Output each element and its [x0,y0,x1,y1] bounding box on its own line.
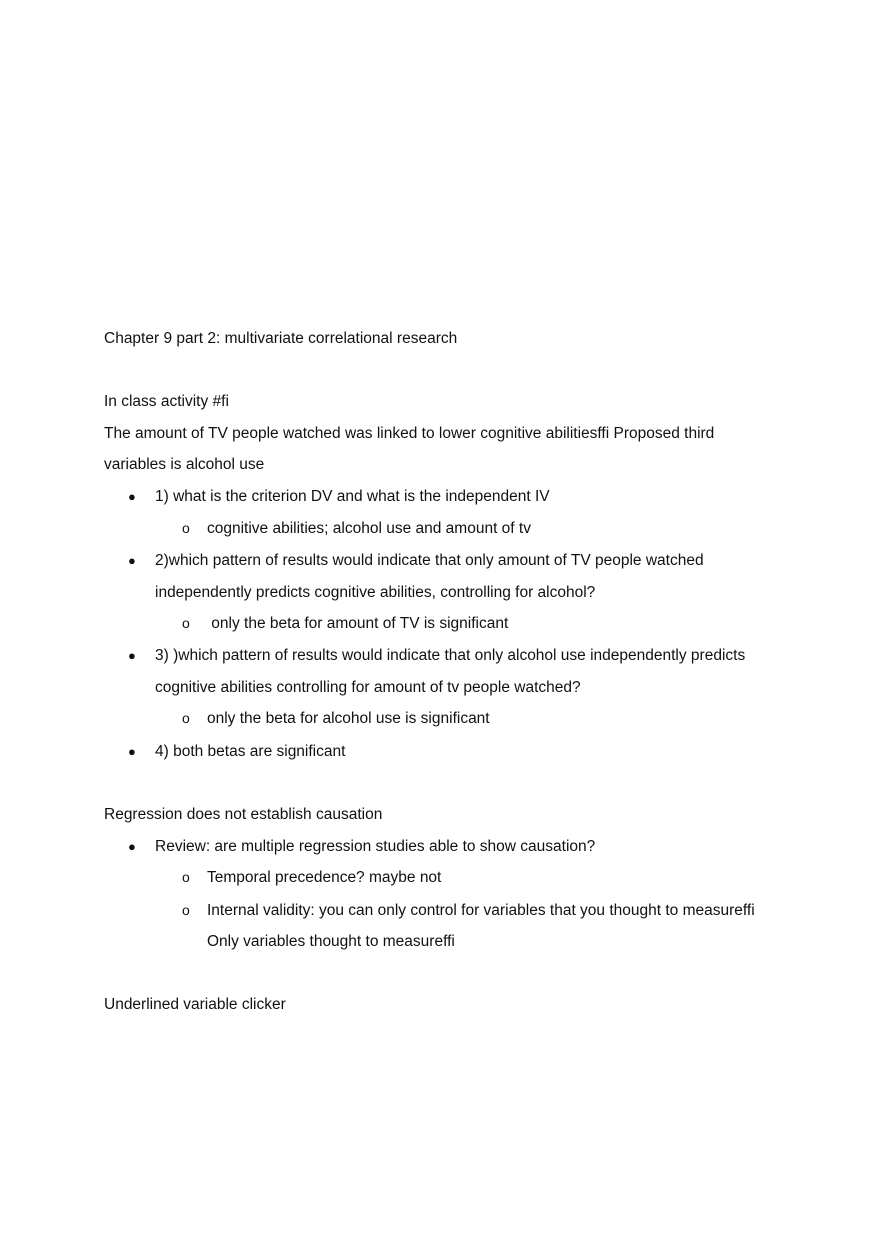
internal-validity-line-2: Only variables thought to measureffi [207,933,455,951]
question-3-line-2: cognitive abilities controlling for amount of tv people watched? [155,678,581,696]
spacer [104,355,804,387]
sub-bullet-marker: o [182,869,190,886]
list-item-review [104,831,804,863]
sub-bullet-marker: o [182,615,190,632]
bullet-marker: ● [128,647,136,663]
question-1-text: 1) what is the criterion DV and what is the independent IV [155,487,550,505]
question-2-line-1: 2)which pattern of results would indicate that only amount of TV people watched [155,552,704,570]
document-body [104,323,804,1021]
list-item-question-2 [104,545,804,608]
list-item-answer-3 [104,703,804,735]
answer-2-text: only the beta for amount of TV is significant [207,615,509,633]
answer-3-text: only the beta for alcohol use is significant [207,710,490,728]
temporal-text: Temporal precedence? maybe not [207,869,442,887]
list-item-question-3 [104,640,804,703]
activity-heading: In class activity #fi [104,393,229,411]
sub-bullet-marker: o [182,710,190,727]
bullet-marker: ● [128,553,136,569]
list-item-question-4 [104,736,804,768]
chapter-title: Chapter 9 part 2: multivariate correlational research [104,330,458,347]
list-item-internal-validity [104,895,804,958]
bullet-marker: ● [128,488,136,504]
list-item-temporal [104,862,804,894]
question-2-line-2: independently predicts cognitive abilities, controlling for alcohol? [155,583,596,601]
list-item-answer-1 [104,513,804,545]
sub-bullet-marker: o [182,519,190,536]
spacer [104,958,804,990]
answer-1-text: cognitive abilities; alcohol use and amount of tv [207,519,531,537]
question-4-text: 4) both betas are significant [155,742,346,760]
list-item-answer-2 [104,608,804,640]
spacer [104,767,804,799]
bullet-marker: ● [128,838,136,854]
activity-intro-line-2: variables is alcohol use [104,456,265,474]
question-3-line-1: 3) )which pattern of results would indicate that only alcohol use independently predicts [155,646,746,664]
activity-intro-line-1: The amount of TV people watched was linked to lower cognitive abilitiesffi Proposed third [104,424,715,442]
review-text: Review: are multiple regression studies able to show causation? [155,837,596,855]
list-item-question-1 [104,481,804,513]
regression-heading: Regression does not establish causation [104,805,383,823]
bullet-marker: ● [128,743,136,759]
sub-bullet-marker: o [182,901,190,918]
clicker-note: Underlined variable clicker [104,996,286,1014]
internal-validity-line-1: Internal validity: you can only control for variables that you thought to measureffi [207,901,755,919]
